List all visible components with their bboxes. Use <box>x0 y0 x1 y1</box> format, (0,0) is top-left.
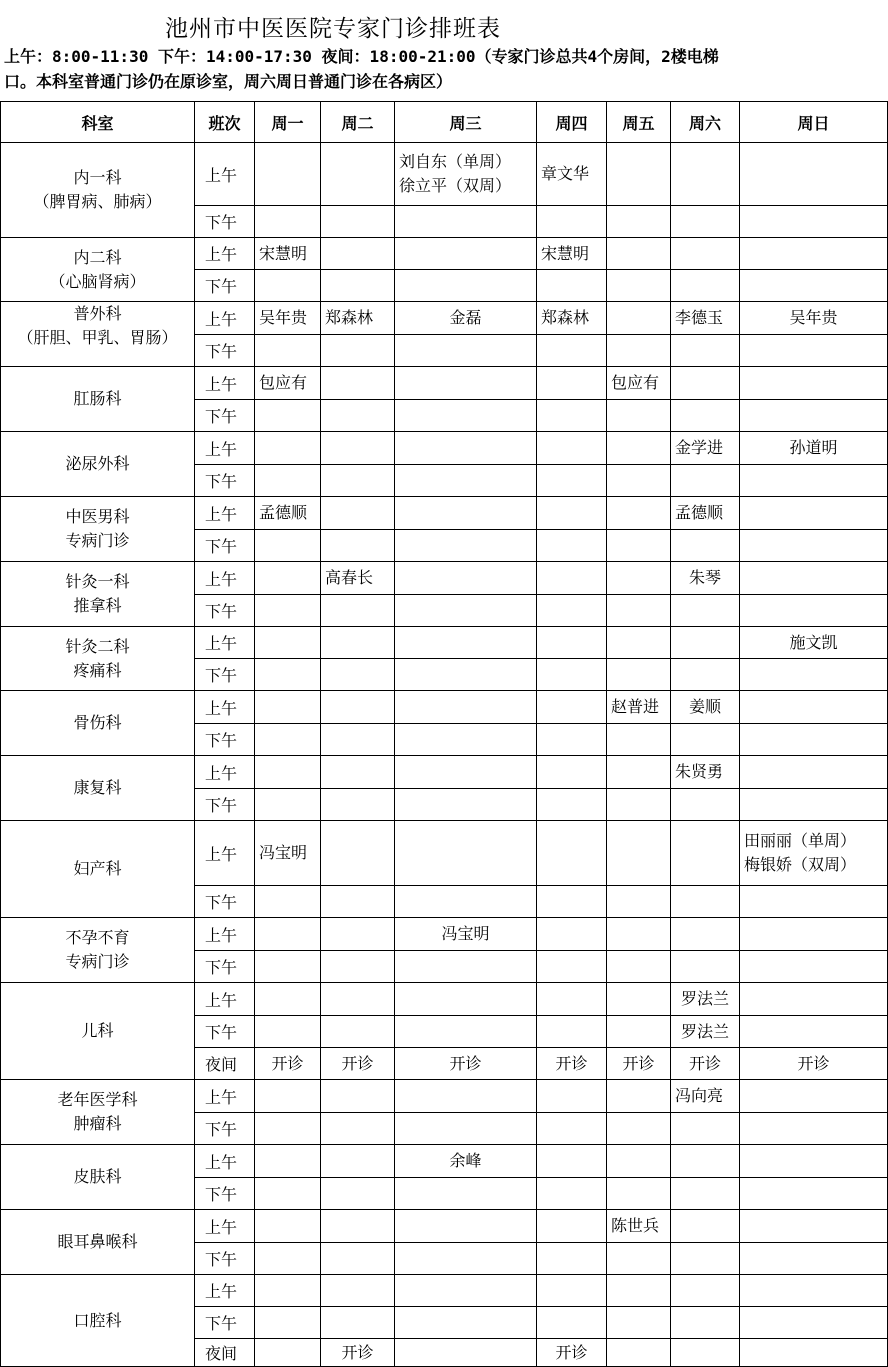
dept-cell <box>1 432 195 497</box>
cell-fri <box>607 143 671 206</box>
header-fri: 周五 <box>607 102 671 143</box>
shift-pm: 下午 <box>195 951 255 983</box>
table-row <box>1 1145 888 1178</box>
table-row <box>1 983 888 1016</box>
doctor-name: 梅银娇（双周） <box>744 855 857 874</box>
cell-tue-open: 开诊 <box>321 1048 395 1080</box>
header-row <box>1 102 888 143</box>
shift-pm: 下午 <box>195 886 255 918</box>
cell-sat <box>671 143 740 206</box>
cell-sat: 李德玉 <box>671 302 740 335</box>
cell-thu-open: 开诊 <box>537 1339 607 1367</box>
table-row <box>1 1210 888 1243</box>
cell-mon <box>255 143 321 206</box>
table-row <box>1 756 888 789</box>
cell-sun: 孙道明 <box>740 432 888 465</box>
dept-cell <box>1 983 195 1080</box>
cell-mon: 吴年贵 <box>255 302 321 335</box>
header-mon: 周一 <box>255 102 321 143</box>
shift-pm: 下午 <box>195 1243 255 1275</box>
dept-cell <box>1 143 195 238</box>
dept-sub: 专病门诊 <box>65 531 130 550</box>
cell-mon: 孟德顺 <box>255 497 321 530</box>
cell-wed: 金磊 <box>395 302 537 335</box>
cell-sat: 朱琴 <box>671 562 740 595</box>
header-sun: 周日 <box>740 102 888 143</box>
dept-cell <box>1 367 195 432</box>
dept-name: 泌尿外科 <box>65 454 130 473</box>
shift-am: 上午 <box>195 1210 255 1243</box>
cell-fri-open: 开诊 <box>607 1048 671 1080</box>
shift-pm: 下午 <box>195 530 255 562</box>
cell-sun: 吴年贵 <box>740 302 888 335</box>
dept-name: 皮肤科 <box>73 1167 122 1186</box>
shift-night: 夜间 <box>195 1339 255 1367</box>
dept-name: 眼耳鼻喉科 <box>57 1232 138 1251</box>
page-title: 池州市中医医院专家门诊排班表 <box>165 16 501 42</box>
cell-sat: 金学进 <box>671 432 740 465</box>
header-dept: 科室 <box>1 102 195 143</box>
header-wed: 周三 <box>395 102 537 143</box>
header-tue: 周二 <box>321 102 395 143</box>
hours-note-line-1: 上午：8:00-11:30 下午：14:00-17:30 夜间：18:00-21:00（专家门诊总共4个房间，2楼电梯 <box>4 47 719 66</box>
shift-am: 上午 <box>195 1275 255 1307</box>
schedule-table <box>0 101 888 1367</box>
dept-cell <box>1 1275 195 1367</box>
shift-am: 上午 <box>195 562 255 595</box>
shift-pm: 下午 <box>195 206 255 238</box>
cell-sun-open: 开诊 <box>740 1048 888 1080</box>
shift-pm: 下午 <box>195 595 255 627</box>
doctor-name: 徐立平（双周） <box>399 176 512 195</box>
shift-am: 上午 <box>195 367 255 400</box>
cell-fri: 陈世兵 <box>607 1210 671 1243</box>
cell-sat: 罗法兰 <box>671 983 740 1016</box>
dept-name: 普外科 <box>73 304 122 323</box>
cell-tue <box>321 143 395 206</box>
cell-sun: 施文凯 <box>740 627 888 659</box>
cell-sun <box>740 143 888 206</box>
table-row <box>1 302 888 335</box>
shift-am: 上午 <box>195 1080 255 1113</box>
dept-sub: 疼痛科 <box>73 660 122 680</box>
cell-mon-open: 开诊 <box>255 1048 321 1080</box>
shift-pm: 下午 <box>195 789 255 821</box>
cell-mon: 宋慧明 <box>255 238 321 270</box>
cell-sat: 罗法兰 <box>671 1016 740 1048</box>
cell-thu: 郑森林 <box>537 302 607 335</box>
shift-am: 上午 <box>195 627 255 659</box>
dept-sub: （心脑肾病） <box>49 271 146 291</box>
dept-name: 口腔科 <box>73 1310 122 1330</box>
shift-am: 上午 <box>195 432 255 465</box>
cell-tue-open: 开诊 <box>321 1339 395 1367</box>
cell-mon: 冯宝明 <box>255 821 321 886</box>
header-thu: 周四 <box>537 102 607 143</box>
doctor-name: 田丽丽（单周） <box>744 831 857 850</box>
cell-sat: 姜顺 <box>671 691 740 724</box>
dept-name: 儿科 <box>81 1021 114 1040</box>
table-row <box>1 143 888 206</box>
header-shift: 班次 <box>195 102 255 143</box>
cell-mon: 包应有 <box>255 367 321 400</box>
shift-pm: 下午 <box>195 1016 255 1048</box>
dept-name: 内一科 <box>73 168 122 187</box>
cell-thu-open: 开诊 <box>537 1048 607 1080</box>
shift-am: 上午 <box>195 756 255 789</box>
dept-name: 老年医学科 <box>57 1090 138 1109</box>
dept-name: 不孕不育 <box>65 928 130 947</box>
dept-cell <box>1 1080 195 1145</box>
dept-sub: （肝胆、甲乳、胃肠） <box>17 328 178 347</box>
dept-cell <box>1 497 195 562</box>
shift-am: 上午 <box>195 302 255 335</box>
shift-am: 上午 <box>195 821 255 886</box>
shift-pm: 下午 <box>195 1178 255 1210</box>
table-row <box>1 627 888 659</box>
cell-wed <box>395 143 537 206</box>
shift-am: 上午 <box>195 143 255 206</box>
dept-sub: 专病门诊 <box>65 952 130 971</box>
shift-am: 上午 <box>195 918 255 951</box>
table-row <box>1 821 888 886</box>
dept-sub: 推拿科 <box>73 596 122 615</box>
shift-am: 上午 <box>195 983 255 1016</box>
dept-cell <box>1 627 195 691</box>
cell-thu: 宋慧明 <box>537 238 607 270</box>
dept-cell <box>1 562 195 627</box>
dept-name: 内二科 <box>73 247 122 267</box>
cell-tue: 郑森林 <box>321 302 395 335</box>
dept-cell <box>1 821 195 918</box>
dept-name: 骨伤科 <box>73 713 122 732</box>
shift-pm: 下午 <box>195 1307 255 1339</box>
dept-name: 针灸一科 <box>65 572 130 591</box>
dept-sub: 肿瘤科 <box>73 1114 122 1133</box>
hours-note <box>4 44 884 94</box>
cell-sat: 冯向亮 <box>671 1080 740 1113</box>
cell-sat: 孟德顺 <box>671 497 740 530</box>
shift-pm: 下午 <box>195 465 255 497</box>
table-row <box>1 432 888 465</box>
dept-cell <box>1 238 195 302</box>
dept-name: 针灸二科 <box>65 636 130 656</box>
table-row <box>1 1275 888 1307</box>
dept-name: 康复科 <box>73 778 122 797</box>
shift-am: 上午 <box>195 691 255 724</box>
header-sat: 周六 <box>671 102 740 143</box>
shift-am: 上午 <box>195 497 255 530</box>
cell-sat-open: 开诊 <box>671 1048 740 1080</box>
cell-fri: 包应有 <box>607 367 671 400</box>
dept-name: 中医男科 <box>65 507 130 526</box>
dept-name: 妇产科 <box>73 859 122 878</box>
cell-fri: 赵普进 <box>607 691 671 724</box>
shift-pm: 下午 <box>195 724 255 756</box>
table-row <box>1 691 888 724</box>
shift-night: 夜间 <box>195 1048 255 1080</box>
dept-cell <box>1 756 195 821</box>
dept-cell <box>1 302 195 367</box>
shift-pm: 下午 <box>195 1113 255 1145</box>
cell-wed: 余峰 <box>395 1145 537 1178</box>
cell-wed: 冯宝明 <box>395 918 537 951</box>
shift-pm: 下午 <box>195 335 255 367</box>
dept-name: 肛肠科 <box>73 389 122 408</box>
cell-sat: 朱贤勇 <box>671 756 740 789</box>
dept-sub: （脾胃病、肺病） <box>33 192 162 211</box>
table-row <box>1 562 888 595</box>
doctor-name: 刘自东（单周） <box>399 152 512 171</box>
table-row <box>1 238 888 270</box>
cell-sun <box>740 821 888 886</box>
shift-am: 上午 <box>195 238 255 270</box>
shift-pm: 下午 <box>195 400 255 432</box>
table-row <box>1 497 888 530</box>
dept-cell <box>1 691 195 756</box>
shift-am: 上午 <box>195 1145 255 1178</box>
shift-pm: 下午 <box>195 659 255 691</box>
cell-thu: 章文华 <box>537 143 607 206</box>
shift-pm: 下午 <box>195 270 255 302</box>
dept-cell <box>1 1210 195 1275</box>
hours-note-line-2: 口。本科室普通门诊仍在原诊室，周六周日普通门诊在各病区） <box>4 72 453 91</box>
dept-cell <box>1 918 195 983</box>
table-row <box>1 918 888 951</box>
dept-cell <box>1 1145 195 1210</box>
table-row <box>1 367 888 400</box>
cell-wed-open: 开诊 <box>395 1048 537 1080</box>
table-row <box>1 1080 888 1113</box>
cell-tue: 高春长 <box>321 562 395 595</box>
